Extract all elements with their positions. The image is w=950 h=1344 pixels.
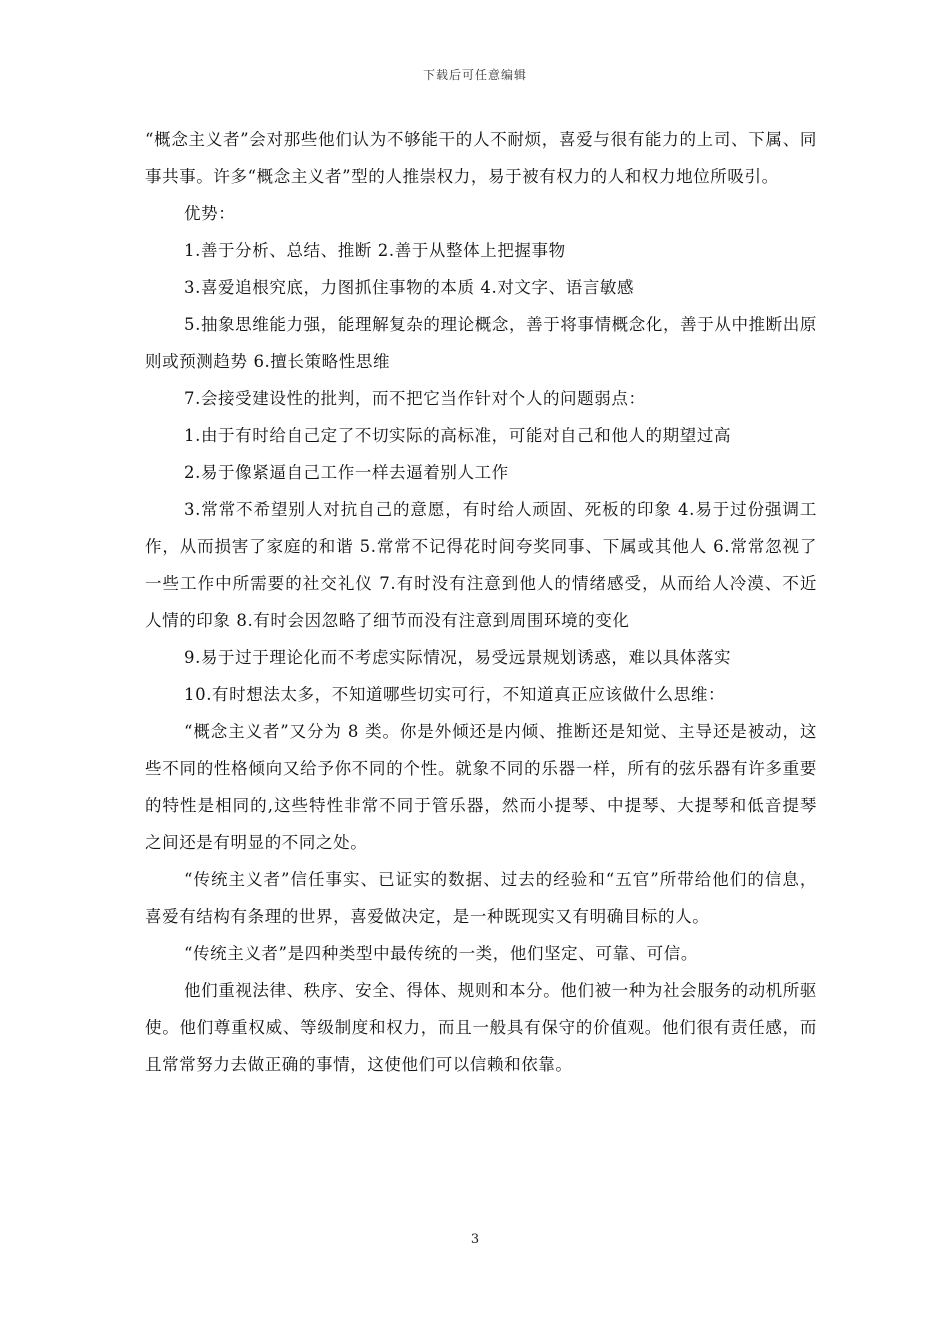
paragraph-conceptualist-intro: “概念主义者”会对那些他们认为不够能干的人不耐烦，喜爱与很有能力的上司、下属、同事共事。许多“概念主义者”型的人推崇权力，易于被有权力的人和权力地位所吸引。	[145, 130, 817, 186]
paragraph-strengths-heading: 优势：	[184, 204, 236, 223]
page-header: 下载后可任意编辑	[422, 68, 527, 82]
paragraph-traditionalist-intro: “传统主义者”信任事实、已证实的数据、过去的经验和“五官”所带给他们的信息，喜爱有结构有条理的世界，喜爱做决定，是一种既现实又有明确目标的人。	[145, 870, 817, 926]
paragraph-weakness-1: 1.由于有时给自己定了不切实际的高标准，可能对自己和他人的期望过高	[184, 426, 732, 445]
paragraph-weakness-9: 9.易于过于理论化而不考虑实际情况，易受远景规划诱惑，难以具体落实	[184, 648, 732, 667]
paragraph-strength-5-6: 5.抽象思维能力强，能理解复杂的理论概念，善于将事情概念化，善于从中推断出原则或预测趋势 6.擅长策略性思维	[145, 315, 817, 371]
paragraph-strength-3-4: 3.喜爱追根究底，力图抓住事物的本质 4.对文字、语言敏感	[184, 278, 635, 297]
page-number: 3	[470, 1232, 480, 1247]
paragraph-weakness-2: 2.易于像紧逼自己工作一样去逼着别人工作	[184, 463, 509, 482]
document-body	[145, 121, 817, 1083]
paragraph-traditionalist-traits: “传统主义者”是四种类型中最传统的一类，他们坚定、可靠、可信。	[184, 944, 698, 963]
paragraph-conceptualist-types: “概念主义者”又分为 8 类。你是外倾还是内倾、推断还是知觉、主导还是被动，这些不同的性格倾向又给予你不同的个性。就象不同的乐器一样，所有的弦乐器有许多重要的特性是相同的,这些特性非常不同于管乐器，然而小提琴、中提琴、大提琴和低音提琴之间还是有明显的不同之处。	[145, 722, 817, 852]
paragraph-weakness-3-8: 3.常常不希望别人对抗自己的意愿，有时给人顽固、死板的印象 4.易于过份强调工作，从而损害了家庭的和谐 5.常常不记得花时间夸奖同事、下属或其他人 6.常常忽视了一些工作中所需要的社交礼仪 7.有时没有注意到他人的情绪感受，从而给人冷漠、不近人情的印象 8.有时会因忽略了细节而没有注意到周围环境的变化	[145, 500, 817, 630]
paragraph-strength-1-2: 1.善于分析、总结、推断 2.善于从整体上把握事物	[184, 241, 566, 260]
paragraph-traditionalist-values: 他们重视法律、秩序、安全、得体、规则和本分。他们被一种为社会服务的动机所驱使。他们尊重权威、等级制度和权力，而且一般具有保守的价值观。他们很有责任感，而且常常努力去做正确的事情，这使他们可以信赖和依靠。	[145, 981, 817, 1074]
paragraph-strength-7-weakness: 7.会接受建设性的批判，而不把它当作针对个人的问题弱点：	[184, 389, 646, 408]
paragraph-weakness-10: 10.有时想法太多，不知道哪些切实可行，不知道真正应该做什么思维：	[184, 685, 726, 704]
